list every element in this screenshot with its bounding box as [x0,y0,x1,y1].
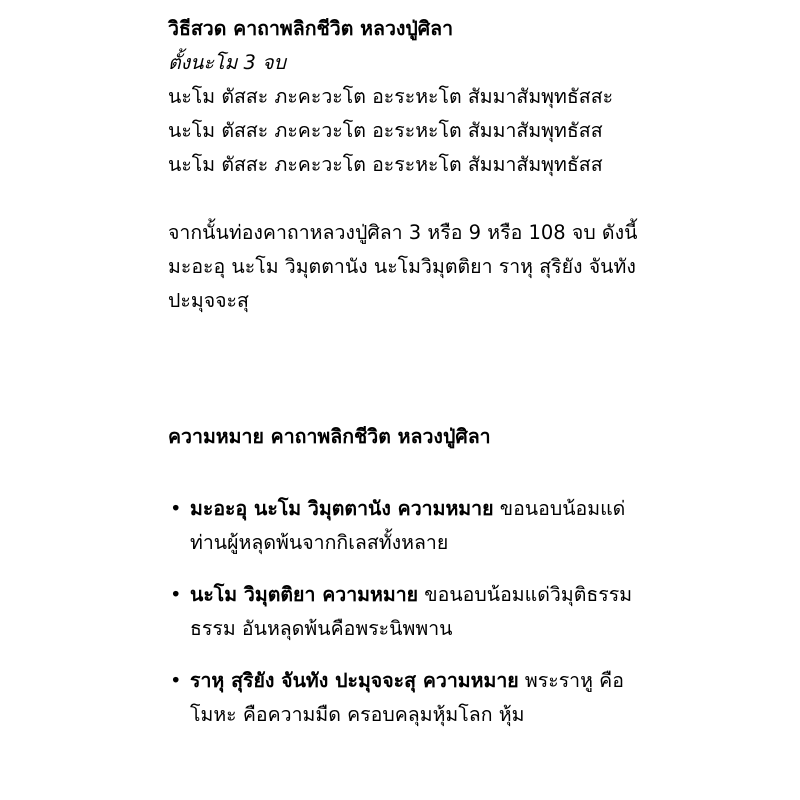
list-item [168,492,638,560]
meaning-term: มะอะอุ นะโม วิมุตตานัง ความหมาย [190,497,494,520]
bullet-icon: • [170,497,182,520]
meaning-term: นะโม วิมุตติยา ความหมาย [190,583,419,606]
section-spacer [168,318,638,420]
list-top-spacer [168,454,638,492]
meaning-definition: พระราหู คือโมหะ คือความมืด ครอบคลุมหุ้มโลก หุ้ม [190,669,624,726]
mantra-line-2: นะโม ตัสสะ ภะคะวะโต อะระหะโต สัมมาสัมพุทธัสส [168,119,603,142]
list-item [168,664,638,732]
page-title: วิธีสวด คาถาพลิกชีวิต หลวงปู่ศิลา [168,17,454,40]
document-content [168,12,638,732]
mantra-line-1: นะโม ตัสสะ ภะคะวะโต อะระหะโต สัมมาสัมพุทธัสสะ [168,85,614,108]
mantra-line-3: นะโม ตัสสะ ภะคะวะโต อะระหะโต สัมมาสัมพุทธัสส [168,153,603,176]
instruction-line-3: ปะมุจจะสุ [168,289,249,312]
list-item [168,578,638,646]
meaning-definition: ขอนอบน้อมแด่ท่านผู้หลุดพ้นจากกิเลสทั้งหลาย [190,497,626,554]
meaning-section-heading: ความหมาย คาถาพลิกชีวิต หลวงปู่ศิลา [168,425,491,448]
paragraph-spacer [168,182,638,216]
instruction-line-1: จากนั้นท่องคาถาหลวงปู่ศิลา 3 หรือ 9 หรือ 108 จบ ดังนี้ [168,221,638,244]
meaning-list [168,492,638,732]
instruction-paragraph [168,216,638,318]
chant-preamble: ตั้งนะโม 3 จบ [168,51,286,74]
meaning-definition: ขอนอบน้อมแด่วิมุติธรรม ธรรม อันหลุดพ้นคือพระนิพพาน [190,583,633,640]
bullet-icon: • [170,669,182,692]
meaning-term: ราหุ สุริยัง จันทัง ปะมุจจะสุ ความหมาย [190,669,519,692]
bullet-icon: • [170,583,182,606]
instruction-line-2: มะอะอุ นะโม วิมุตตานัง นะโมวิมุตติยา ราหุ สุริยัง จันทัง [168,255,636,278]
